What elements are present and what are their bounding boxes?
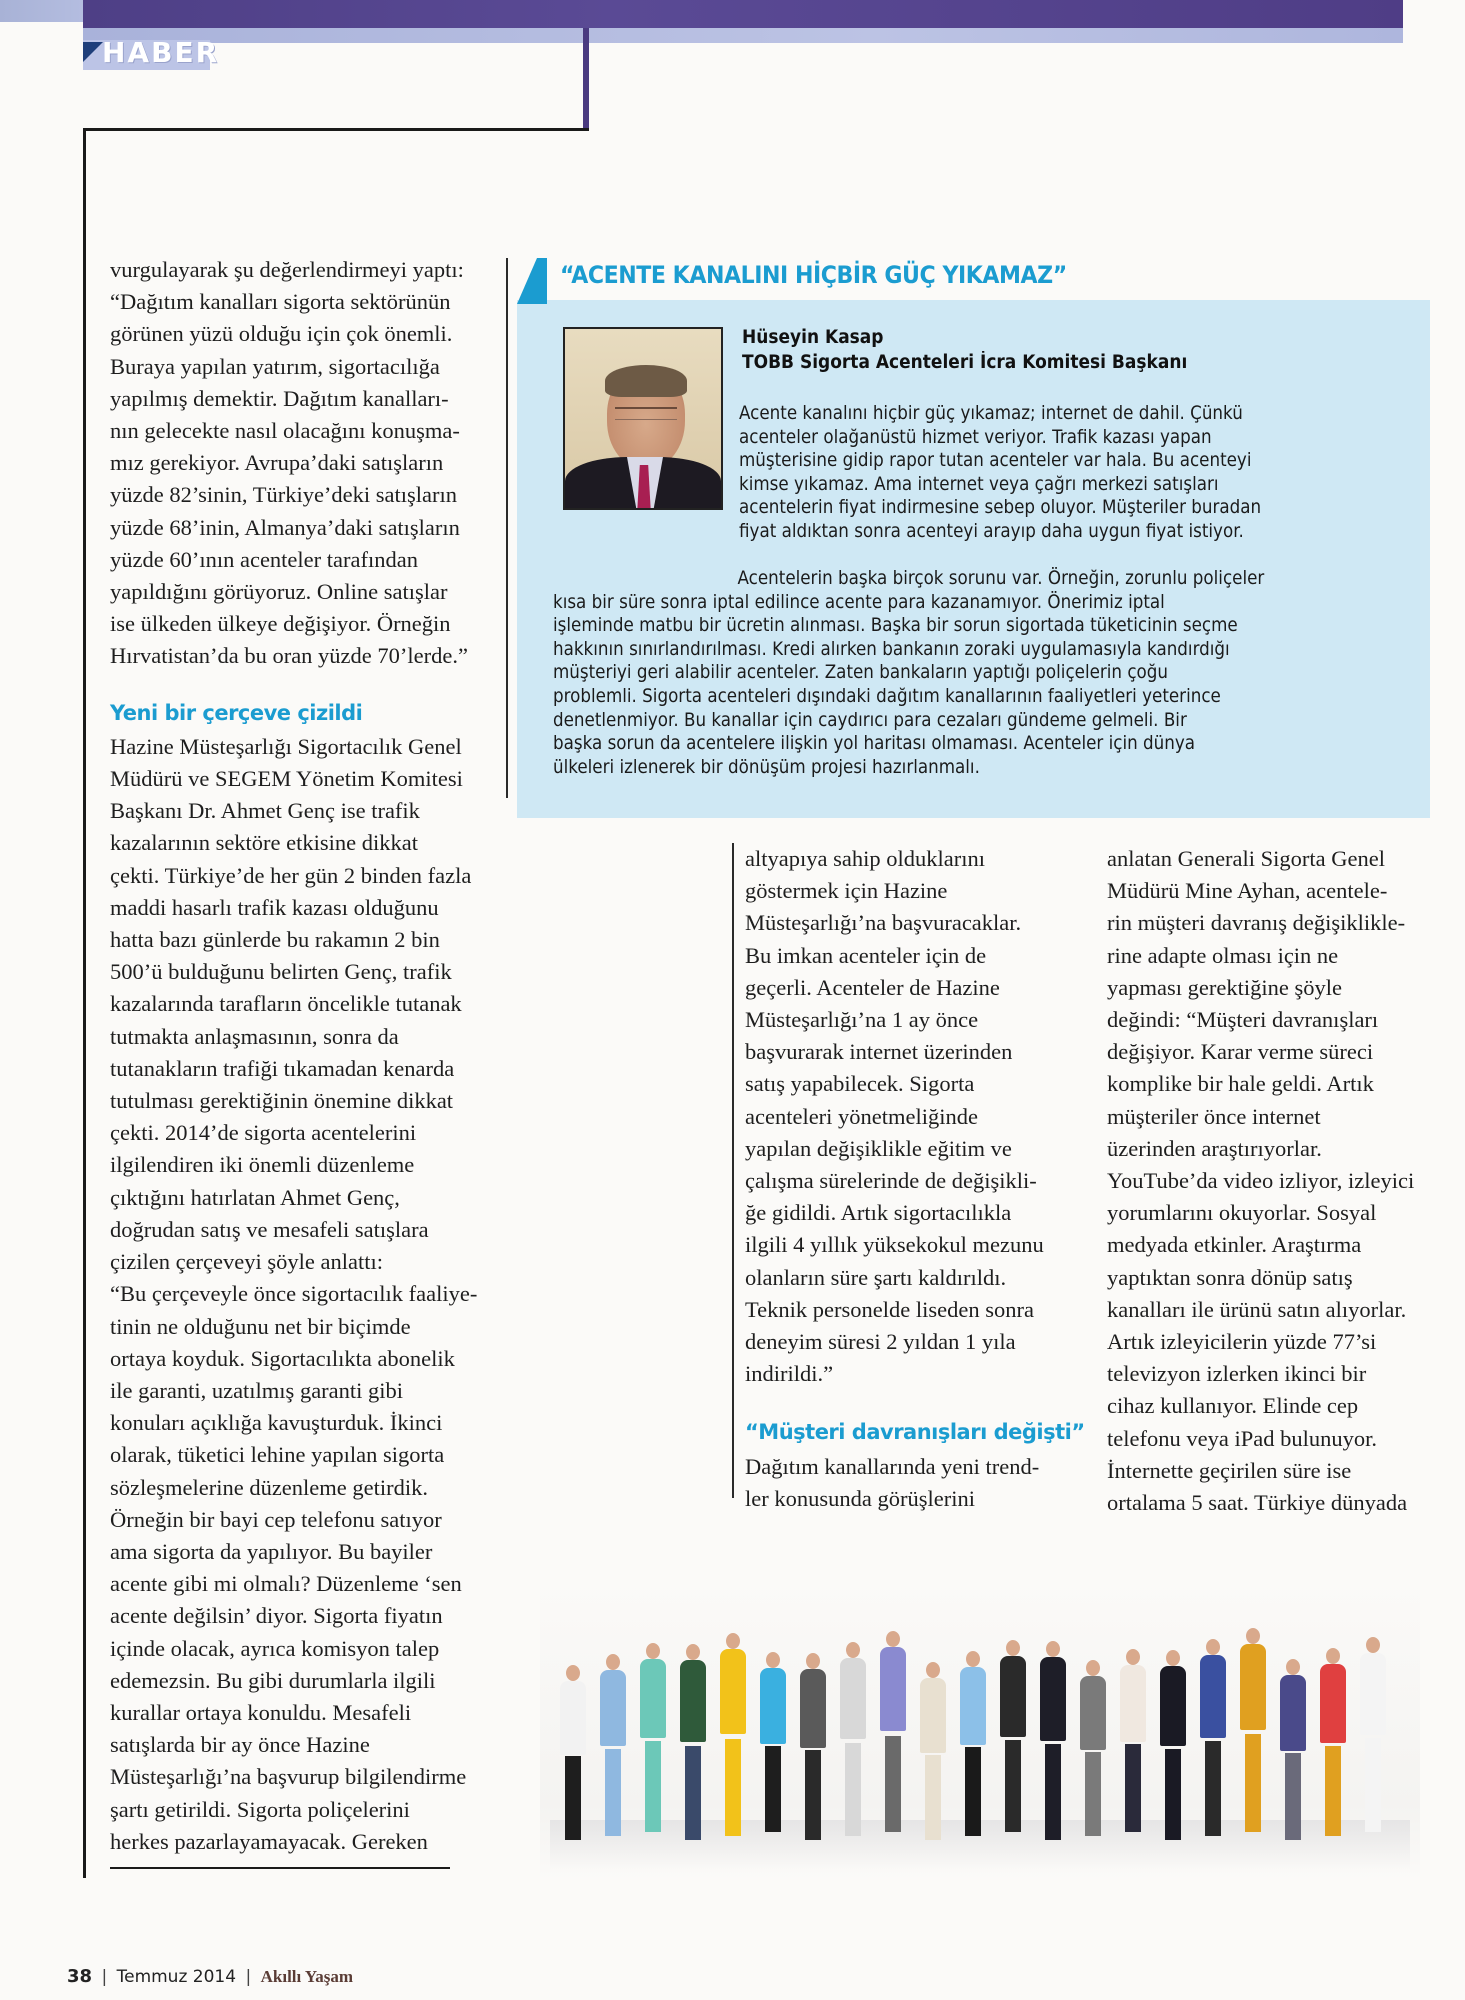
figure-legs	[1005, 1740, 1021, 1832]
figure-legs	[885, 1736, 901, 1832]
figure-head	[1006, 1640, 1020, 1656]
text-line: yüzde 60’ının acenteler tarafından	[110, 546, 418, 572]
text-line: müşteriler önce internet	[1107, 1103, 1321, 1129]
figure-body	[920, 1678, 946, 1753]
person-figure	[1000, 1640, 1026, 1832]
text-line: geçerli. Acenteler de Hazine	[745, 974, 1000, 1000]
text-line: anlatan Generali Sigorta Genel	[1107, 846, 1386, 871]
figure-legs	[765, 1746, 781, 1832]
text-line: İnternette geçirilen süre ise	[1107, 1457, 1352, 1483]
person-figure	[560, 1665, 586, 1840]
text-line: doğrudan satış ve mesafeli satışlara	[110, 1216, 429, 1242]
paragraph	[1107, 843, 1437, 1519]
person-figure	[1120, 1649, 1146, 1832]
text-line: ile garanti, uzatılmış garanti gibi	[110, 1377, 404, 1403]
text-line: fiyat aldıktan sonra acenteyi arayıp daha uygun fiyat istiyor.	[739, 520, 1244, 542]
subheading: “Müşteri davranışları değişti”	[745, 1420, 1085, 1445]
text-line: nın gelecekte nasıl olacağını konuşma-	[110, 418, 460, 444]
header-band-lower	[83, 28, 1403, 43]
text-line: acente değilsin’ diyor. Sigorta fiyatın	[110, 1603, 443, 1629]
text-line: şartı getirildi. Sigorta poliçelerini	[110, 1796, 410, 1822]
person-figure	[1240, 1628, 1266, 1832]
text-line: başka sorun da acentelere ilişkin yol haritası olmaması. Acenteler için dünya	[553, 733, 1196, 755]
person-figure	[640, 1643, 666, 1832]
person-figure	[1040, 1641, 1066, 1840]
text-line: “Bu çerçeveyle önce sigortacılık faaliye-	[110, 1281, 478, 1307]
text-line: müşteriyi geri alabilir acenteler. Zaten bankaların yaptığı poliçelerin çoğu	[553, 662, 1169, 684]
person-role: TOBB Sigorta Acenteleri İcra Komitesi Başkanı	[742, 352, 1188, 373]
portrait-hair	[605, 365, 687, 397]
text-line: Müdürü Mine Ayhan, acentele-	[1107, 878, 1388, 904]
text-line: televizyon izlerken ikinci bir	[1107, 1361, 1367, 1387]
text-line: altyapıya sahip olduklarını	[745, 846, 985, 871]
text-line: Artık izleyicilerin yüzde 77’si	[1107, 1329, 1377, 1355]
person-figure	[1360, 1637, 1386, 1832]
person-figure	[840, 1642, 866, 1836]
figure-body	[1320, 1664, 1346, 1743]
figure-body	[1000, 1656, 1026, 1737]
column-divider	[506, 258, 508, 798]
person-name: Hüseyin Kasap	[742, 327, 884, 348]
text-line: Buraya yapılan yatırım, sigortacılığa	[110, 353, 440, 379]
section-label: HABER	[102, 36, 220, 69]
text-line: Müsteşarlığı’na başvurup bilgilendirme	[110, 1764, 467, 1790]
person-figure	[880, 1631, 906, 1832]
text-line: ama sigorta da yapılıyor. Bu bayiler	[110, 1538, 433, 1564]
text-line: denetlenmiyor. Bu kanallar için caydırıcı para cezaları gündeme gelmeli. Bir	[553, 709, 1187, 731]
text-line: satış yapabilecek. Sigorta	[745, 1071, 975, 1097]
figure-legs	[1245, 1734, 1261, 1832]
text-line: vurgulayarak şu değerlendirmeyi yaptı:	[110, 257, 464, 282]
text-line: cihaz kullanıyor. Elinde cep	[1107, 1393, 1359, 1419]
person-figure	[920, 1662, 946, 1840]
text-line: yüzde 68’inin, Almanya’daki satışların	[110, 514, 460, 540]
text-line: YouTube’da video izliyor, izleyici	[1107, 1168, 1415, 1194]
figure-legs	[1365, 1738, 1381, 1832]
figure-head	[686, 1644, 700, 1660]
text-line: ilgilendiren iki önemli düzenleme	[110, 1152, 415, 1178]
text-line: maddi hasarlı trafik kazası olduğunu	[110, 894, 439, 920]
text-line: kanalları ile ürünü satın alıyorlar.	[1107, 1296, 1407, 1322]
article-column-3	[1107, 843, 1437, 1519]
figure-legs	[645, 1741, 661, 1832]
title-marker-bar	[537, 258, 547, 304]
text-line: olarak, tüketici lehine yapılan sigorta	[110, 1442, 445, 1468]
figure-head	[966, 1651, 980, 1667]
text-line: tutanakların trafiği tıkamadan kenarda	[110, 1055, 455, 1081]
text-line: yorumlarını okuyorlar. Sosyal	[1107, 1200, 1377, 1226]
person-figure	[1280, 1659, 1306, 1840]
paragraph	[745, 843, 1065, 1390]
text-line: yapıldığını görüyoruz. Online satışlar	[110, 579, 448, 605]
text-line: telefonu veya iPad bulunuyor.	[1107, 1425, 1377, 1451]
magazine-name: Akıllı Yaşam	[260, 1967, 354, 1986]
figure-body	[760, 1668, 786, 1744]
figure-head	[886, 1631, 900, 1647]
figure-body	[1040, 1657, 1066, 1741]
figure-head	[1326, 1648, 1340, 1664]
figure-legs	[1125, 1744, 1141, 1832]
header-band	[83, 0, 1403, 28]
text-line: Müsteşarlığı’na 1 ay önce	[745, 1007, 979, 1033]
text-line: Bu imkan acenteler için de	[745, 942, 987, 968]
text-line: tutmakta anlaşmasının, sonra da	[110, 1023, 399, 1049]
person-figure	[680, 1644, 706, 1840]
text-line: ler konusunda görüşlerini	[745, 1485, 975, 1511]
person-figure	[760, 1652, 786, 1832]
portrait-glasses	[615, 407, 677, 420]
text-line: ortalama 5 saat. Türkiye dünyada	[1107, 1490, 1408, 1516]
text-line: acentelerin fiyat indirmesine sebep oluyor. Müşteriler buradan	[739, 497, 1262, 519]
figure-legs	[925, 1755, 941, 1840]
figure-head	[1206, 1639, 1220, 1655]
text-line: ilgili 4 yıllık yüksekokul mezunu	[745, 1232, 1044, 1258]
text-line: göstermek için Hazine	[745, 878, 948, 904]
text-line: 500’ü bulduğunu belirten Genç, trafik	[110, 959, 452, 985]
paragraph	[110, 731, 490, 1858]
person-figure	[1080, 1660, 1106, 1836]
page-number: 38	[67, 1966, 93, 1987]
text-line: acenteler olağanüstü hizmet veriyor. Trafik kazası yapan	[739, 426, 1212, 448]
text-line: başvurarak internet üzerinden	[745, 1039, 1013, 1065]
text-line: Teknik personelde liseden sonra	[745, 1296, 1034, 1322]
article-column-2	[745, 843, 1085, 1515]
text-line: işleminde matbu bir ücretin alınması. Başka bir sorun sigortada tüketicinin seçme	[553, 615, 1238, 637]
text-line: Hazine Müsteşarlığı Sigortacılık Genel	[110, 733, 462, 759]
text-line: kısa bir süre sonra iptal edilince acente para kazanamıyor. Önerimiz iptal	[553, 591, 1165, 613]
text-line: çekti. 2014’de sigorta acentelerini	[110, 1120, 417, 1146]
person-figure	[960, 1651, 986, 1836]
figure-legs	[685, 1746, 701, 1840]
figure-legs	[605, 1749, 621, 1836]
text-line: Dağıtım kanallarında yeni trend-	[745, 1453, 1040, 1479]
text-line: ülkeleri izlenerek bir dönüşüm projesi hazırlanmalı.	[553, 756, 980, 778]
figure-body	[720, 1649, 746, 1734]
figure-head	[806, 1653, 820, 1669]
text-line: hakkının sınırlandırılması. Kredi alırken bankanın zoraki uygulamasıyla kandırdığı	[553, 638, 1230, 660]
text-line: mız gerekiyor. Avrupa’daki satışların	[110, 450, 444, 476]
person-figure	[720, 1633, 746, 1836]
text-line: problemli. Sigorta acenteleri dışındaki dağıtım kanallarının faaliyetleri yeterince	[553, 685, 1221, 707]
text-line: Müsteşarlığı’na başvuracaklar.	[745, 910, 1022, 936]
figure-body	[1120, 1665, 1146, 1742]
text-line: konuları açıklığa kavuşturduk. İkinci	[110, 1410, 443, 1436]
text-line: rin müşteri davranış değişiklikle-	[1107, 910, 1406, 936]
text-line: satışlarda bir ay önce Hazine	[110, 1732, 370, 1758]
column-divider	[732, 843, 734, 1498]
header-band-left	[0, 0, 83, 22]
text-line: “Dağıtım kanalları sigorta sektörünün	[110, 289, 451, 315]
text-line: görünen yüzü olduğu için çok önemli.	[110, 321, 453, 347]
figure-head	[726, 1633, 740, 1649]
figure-head	[1126, 1649, 1140, 1665]
interview-text-full-width	[553, 567, 1264, 779]
figure-body	[1200, 1655, 1226, 1738]
figure-body	[1080, 1676, 1106, 1750]
text-line: kimse yıkamaz. Ama internet veya çağrı merkezi satışları	[739, 473, 1219, 495]
text-line: herkes pazarlayamayacak. Gereken	[110, 1828, 428, 1854]
text-line: yapması gerektiğine şöyle	[1107, 974, 1342, 1000]
figure-legs	[1085, 1752, 1101, 1836]
figure-body	[1280, 1675, 1306, 1751]
figure-body	[560, 1681, 586, 1755]
paragraph	[745, 1451, 1065, 1515]
paragraph	[110, 254, 490, 673]
text-line: ğe gidildi. Artık sigortacılıkla	[745, 1200, 1012, 1226]
text-line: Müdürü ve SEGEM Yönetim Komitesi	[110, 766, 463, 792]
figure-head	[766, 1652, 780, 1668]
text-line: kazalarında tarafların öncelikle tutanak	[110, 991, 462, 1017]
figure-body	[680, 1660, 706, 1742]
text-line: Başkanı Dr. Ahmet Genç ise trafik	[110, 798, 420, 824]
text-line: tutulması gerektiğinin önemine dikkat	[110, 1088, 454, 1114]
text-line: hatta bazı günlerde bu rakamın 2 bin	[110, 927, 440, 953]
text-line: ortaya koyduk. Sigortacılıkta abonelik	[110, 1345, 455, 1371]
person-figure	[1160, 1650, 1186, 1840]
frame-line-left	[83, 128, 86, 1878]
title-marker-icon	[517, 258, 537, 304]
person-figure	[1320, 1648, 1346, 1836]
text-line: ise ülkeden ülkeye değişiyor. Örneğin	[110, 611, 451, 637]
figure-head	[1286, 1659, 1300, 1675]
figure-head	[1086, 1660, 1100, 1676]
person-figure	[800, 1653, 826, 1840]
figure-legs	[965, 1747, 981, 1836]
crowd-photo	[540, 1580, 1420, 1880]
figure-head	[846, 1642, 860, 1658]
text-line: yaptıktan sonra dönüp satış	[1107, 1264, 1353, 1290]
text-line: acenteleri yönetmeliğinde	[745, 1103, 979, 1129]
figure-head	[646, 1643, 660, 1659]
figure-body	[1360, 1653, 1386, 1735]
figure-body	[960, 1667, 986, 1745]
header-frame-edge	[583, 28, 589, 130]
figure-head	[606, 1654, 620, 1670]
figure-head	[1366, 1637, 1380, 1653]
figure-legs	[805, 1750, 821, 1840]
text-line: Acente kanalını hiçbir güç yıkamaz; internet de dahil. Çünkü	[739, 403, 1243, 424]
interview-text-beside-photo	[739, 402, 1261, 544]
text-line: Hırvatistan’da bu oran yüzde 70’lerde.”	[110, 643, 468, 669]
figure-legs	[1165, 1749, 1181, 1840]
text-line: üzerinden araştırıyorlar.	[1107, 1135, 1322, 1161]
footer-separator: |	[101, 1967, 108, 1987]
text-line: değindi: “Müşteri davranışları	[1107, 1007, 1379, 1033]
figure-body	[880, 1647, 906, 1731]
figure-legs	[565, 1756, 581, 1840]
figure-body	[1160, 1666, 1186, 1746]
text-line: çekti. Türkiye’de her gün 2 binden fazla	[110, 862, 472, 888]
figure-head	[926, 1662, 940, 1678]
figure-head	[1166, 1650, 1180, 1666]
portrait-photo	[563, 327, 723, 510]
figure-body	[1240, 1644, 1266, 1730]
text-line: çalışma sürelerinde de değişikli-	[745, 1168, 1037, 1194]
text-line: komplike bir hale geldi. Artık	[1107, 1071, 1374, 1097]
text-line: içinde olacak, ayrıca komisyon talep	[110, 1635, 440, 1661]
figure-legs	[1045, 1744, 1061, 1840]
text-line: yüzde 82’sinin, Türkiye’deki satışların	[110, 482, 458, 508]
person-figure	[600, 1654, 626, 1836]
page-footer	[67, 1966, 353, 1987]
article-column-1	[110, 254, 490, 1858]
figure-head	[1246, 1628, 1260, 1644]
figure-legs	[725, 1739, 741, 1836]
text-line: olanların süre şartı kaldırıldı.	[745, 1264, 1007, 1290]
text-line: değişiyor. Karar verme süreci	[1107, 1039, 1374, 1065]
text-line: kurallar ortaya konuldu. Mesafeli	[110, 1699, 412, 1725]
issue-date: Temmuz 2014	[116, 1967, 237, 1987]
section-tab-corner	[83, 42, 103, 62]
text-line: yapılmış demektir. Dağıtım kanalları-	[110, 385, 449, 411]
figure-body	[840, 1658, 866, 1739]
figure-legs	[1285, 1753, 1301, 1840]
footer-separator: |	[245, 1967, 252, 1987]
text-line: Örneğin bir bayi cep telefonu satıyor	[110, 1506, 442, 1532]
text-line: medyada etkinler. Araştırma	[1107, 1232, 1362, 1258]
text-line: indirildi.”	[745, 1361, 834, 1387]
text-line: müşterisine gidip rapor tutan acenteler var hala. Bu acenteyi	[739, 450, 1252, 472]
text-line: deneyim süresi 2 yıldan 1 yıla	[745, 1329, 1016, 1355]
text-line: çıktığını hatırlatan Ahmet Genç,	[110, 1184, 400, 1210]
figure-body	[600, 1670, 626, 1746]
text-line: edemezsin. Bu gibi durumlarla ilgili	[110, 1667, 436, 1693]
text-line: tinin ne olduğunu net bir biçimde	[110, 1313, 411, 1339]
text-line: acente gibi mi olmalı? Düzenleme ‘sen	[110, 1571, 462, 1597]
text-line: sözleşmelerine düzenleme getirdik.	[110, 1474, 428, 1500]
figure-legs	[845, 1743, 861, 1836]
text-line: Acentelerin başka birçok sorunu var. Örneğin, zorunlu poliçeler	[737, 568, 1265, 589]
text-line: kazalarının sektöre etkisine dikkat	[110, 830, 419, 856]
figure-head	[1046, 1641, 1060, 1657]
frame-line-top	[83, 128, 589, 131]
figure-head	[566, 1665, 580, 1681]
text-line: çizilen çerçeveyi şöyle anlattı:	[110, 1249, 383, 1275]
interview-title: “ACENTE KANALINI HİÇBİR GÜÇ YIKAMAZ”	[560, 261, 1067, 289]
figure-body	[640, 1659, 666, 1738]
frame-line-bottom	[110, 1867, 450, 1869]
figure-legs	[1325, 1746, 1341, 1836]
figure-body	[800, 1669, 826, 1748]
text-line: rine adapte olması için ne	[1107, 942, 1339, 968]
text-line: yapılan değişiklikle eğitim ve	[745, 1135, 1012, 1161]
subheading: Yeni bir çerçeve çizildi	[110, 700, 363, 725]
person-figure	[1200, 1639, 1226, 1836]
figure-legs	[1205, 1741, 1221, 1836]
